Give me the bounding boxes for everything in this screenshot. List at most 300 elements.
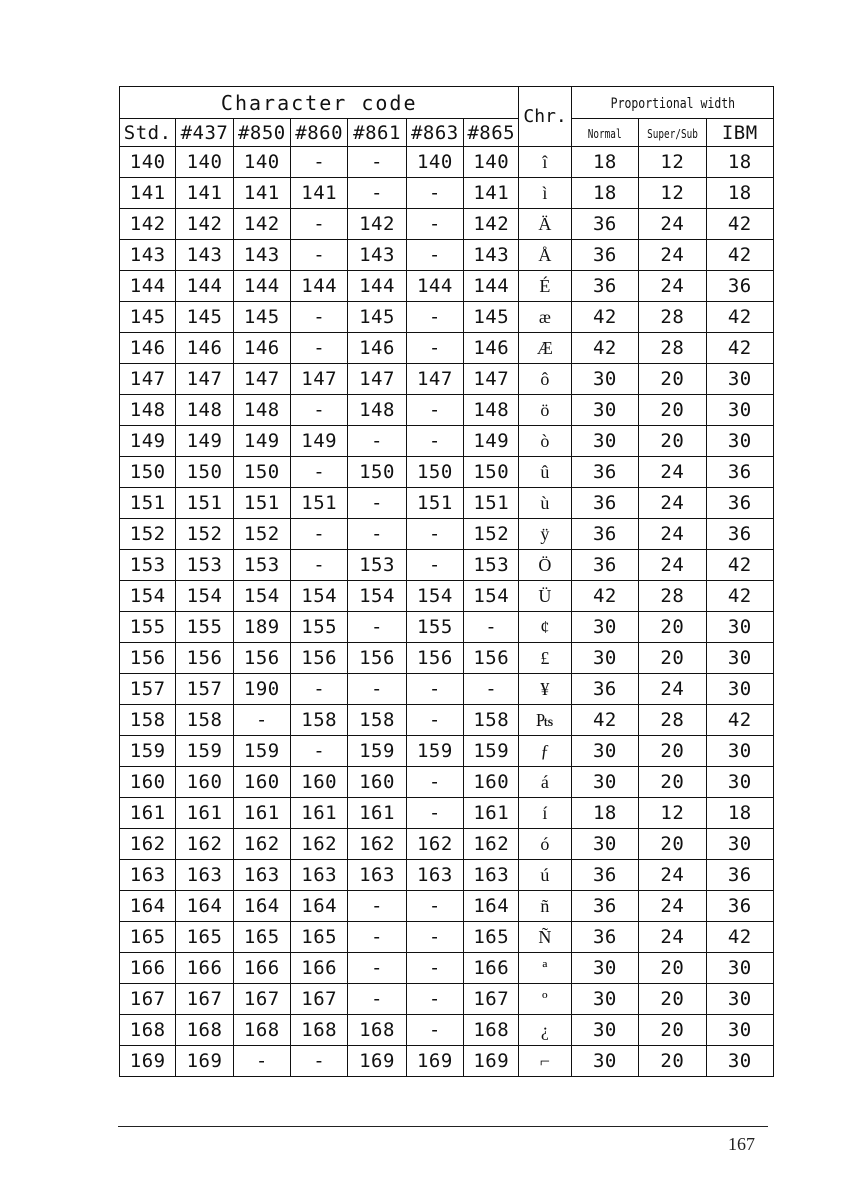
table-cell: 189: [233, 612, 290, 643]
table-cell: -: [464, 612, 519, 643]
table-cell: 163: [176, 860, 233, 891]
table-cell: 158: [120, 705, 176, 736]
table-cell: 141: [291, 178, 348, 209]
table-cell: -: [406, 767, 463, 798]
table-cell: 20: [639, 1015, 706, 1046]
table-cell: 158: [291, 705, 348, 736]
table-cell: 36: [706, 457, 773, 488]
table-cell: 149: [120, 426, 176, 457]
table-cell: 18: [571, 147, 638, 178]
footer-rule: [118, 1126, 768, 1127]
col-header-ibm: IBM: [706, 119, 773, 147]
table-cell: 164: [233, 891, 290, 922]
table-cell: 167: [464, 984, 519, 1015]
table-cell: 152: [176, 519, 233, 550]
table-cell: 146: [176, 333, 233, 364]
table-cell: 169: [120, 1046, 176, 1077]
table-cell: 42: [706, 240, 773, 271]
table-cell: 149: [464, 426, 519, 457]
character-cell: ₧: [519, 705, 571, 736]
table-cell: 151: [464, 488, 519, 519]
character-cell: æ: [519, 302, 571, 333]
table-cell: 166: [233, 953, 290, 984]
table-cell: 166: [464, 953, 519, 984]
table-cell: 36: [571, 674, 638, 705]
table-row: [120, 922, 774, 953]
table-cell: -: [291, 550, 348, 581]
table-cell: 159: [406, 736, 463, 767]
table-cell: 30: [706, 612, 773, 643]
table-cell: 142: [176, 209, 233, 240]
table-cell: -: [348, 426, 406, 457]
table-cell: 160: [291, 767, 348, 798]
character-cell: û: [519, 457, 571, 488]
table-cell: 146: [464, 333, 519, 364]
table-cell: 36: [571, 209, 638, 240]
table-cell: 166: [176, 953, 233, 984]
table-cell: 164: [291, 891, 348, 922]
table-cell: 20: [639, 426, 706, 457]
table-cell: -: [291, 240, 348, 271]
table-cell: 42: [571, 333, 638, 364]
table-cell: 144: [233, 271, 290, 302]
table-cell: 140: [176, 147, 233, 178]
table-cell: -: [291, 209, 348, 240]
table-cell: -: [348, 147, 406, 178]
table-cell: 141: [120, 178, 176, 209]
table-cell: 169: [464, 1046, 519, 1077]
table-row: [120, 271, 774, 302]
table-cell: 154: [233, 581, 290, 612]
table-cell: -: [348, 178, 406, 209]
table-cell: -: [348, 674, 406, 705]
table-cell: -: [406, 333, 463, 364]
table-cell: 161: [348, 798, 406, 829]
character-cell: í: [519, 798, 571, 829]
table-cell: 190: [233, 674, 290, 705]
col-header-865: #865: [464, 119, 519, 147]
table-cell: 24: [639, 891, 706, 922]
table-cell: 42: [706, 209, 773, 240]
table-cell: 144: [464, 271, 519, 302]
table-cell: 147: [464, 364, 519, 395]
table-cell: 150: [464, 457, 519, 488]
table-cell: -: [406, 178, 463, 209]
table-cell: 152: [464, 519, 519, 550]
character-cell: ò: [519, 426, 571, 457]
character-code-header: Character code: [120, 87, 519, 119]
table-cell: -: [406, 1015, 463, 1046]
table-cell: 42: [706, 581, 773, 612]
table-cell: 12: [639, 178, 706, 209]
table-cell: 165: [464, 922, 519, 953]
table-cell: 153: [176, 550, 233, 581]
table-cell: 140: [464, 147, 519, 178]
table-cell: 30: [706, 953, 773, 984]
table-cell: 167: [233, 984, 290, 1015]
table-cell: -: [406, 519, 463, 550]
table-row: [120, 581, 774, 612]
table-cell: 42: [706, 922, 773, 953]
table-cell: 168: [348, 1015, 406, 1046]
table-cell: 149: [291, 426, 348, 457]
table-cell: -: [406, 426, 463, 457]
table-cell: 169: [176, 1046, 233, 1077]
table-cell: -: [406, 922, 463, 953]
table-cell: 165: [120, 922, 176, 953]
table-cell: 18: [706, 798, 773, 829]
table-cell: 30: [571, 395, 638, 426]
table-cell: 143: [233, 240, 290, 271]
table-cell: 36: [571, 922, 638, 953]
table-cell: 146: [120, 333, 176, 364]
table-cell: 30: [571, 984, 638, 1015]
table-row: [120, 953, 774, 984]
table-cell: 162: [406, 829, 463, 860]
character-cell: ÿ: [519, 519, 571, 550]
table-cell: 158: [176, 705, 233, 736]
table-cell: 30: [706, 829, 773, 860]
character-cell: ⌐: [519, 1046, 571, 1077]
table-cell: 145: [120, 302, 176, 333]
table-cell: 30: [571, 767, 638, 798]
table-cell: -: [291, 457, 348, 488]
table-row: [120, 829, 774, 860]
table-row: [120, 240, 774, 271]
table-cell: -: [233, 1046, 290, 1077]
table-cell: 148: [120, 395, 176, 426]
table-cell: 147: [291, 364, 348, 395]
table-cell: 24: [639, 519, 706, 550]
table-cell: 155: [176, 612, 233, 643]
character-cell: £: [519, 643, 571, 674]
character-cell: ö: [519, 395, 571, 426]
character-cell: á: [519, 767, 571, 798]
table-cell: -: [291, 674, 348, 705]
table-cell: 163: [348, 860, 406, 891]
table-cell: 163: [233, 860, 290, 891]
table-cell: 163: [291, 860, 348, 891]
table-cell: 143: [120, 240, 176, 271]
table-cell: -: [291, 519, 348, 550]
table-cell: -: [464, 674, 519, 705]
table-cell: 146: [348, 333, 406, 364]
table-row: [120, 426, 774, 457]
table-cell: 162: [120, 829, 176, 860]
table-cell: 159: [348, 736, 406, 767]
table-cell: 150: [348, 457, 406, 488]
table-cell: 30: [706, 984, 773, 1015]
table-cell: 20: [639, 612, 706, 643]
col-header-860: #860: [291, 119, 348, 147]
table-cell: -: [291, 1046, 348, 1077]
table-cell: 158: [464, 705, 519, 736]
table-cell: 24: [639, 271, 706, 302]
table-cell: 141: [176, 178, 233, 209]
table-cell: -: [406, 984, 463, 1015]
table-cell: 30: [706, 767, 773, 798]
table-cell: -: [348, 922, 406, 953]
character-cell: î: [519, 147, 571, 178]
table-cell: 150: [176, 457, 233, 488]
col-header-437: #437: [176, 119, 233, 147]
character-cell: Ö: [519, 550, 571, 581]
table-cell: 164: [120, 891, 176, 922]
table-cell: 155: [406, 612, 463, 643]
table-cell: 30: [706, 643, 773, 674]
table-cell: 30: [571, 643, 638, 674]
col-header-863: #863: [406, 119, 463, 147]
table-cell: 156: [348, 643, 406, 674]
table-cell: 160: [233, 767, 290, 798]
table-cell: 156: [291, 643, 348, 674]
table-cell: 146: [233, 333, 290, 364]
character-cell: ñ: [519, 891, 571, 922]
table-cell: 147: [406, 364, 463, 395]
table-cell: 151: [233, 488, 290, 519]
table-cell: -: [406, 395, 463, 426]
table-cell: 154: [120, 581, 176, 612]
table-cell: 145: [233, 302, 290, 333]
col-header-super-sub: Super/Sub: [639, 119, 706, 147]
table-row: [120, 1015, 774, 1046]
table-cell: 150: [120, 457, 176, 488]
table-row: [120, 364, 774, 395]
table-cell: 152: [120, 519, 176, 550]
table-cell: 168: [291, 1015, 348, 1046]
table-cell: 158: [348, 705, 406, 736]
table-cell: 12: [639, 798, 706, 829]
table-cell: 148: [176, 395, 233, 426]
table-cell: -: [348, 488, 406, 519]
table-cell: 144: [120, 271, 176, 302]
character-cell: ù: [519, 488, 571, 519]
table-cell: 145: [348, 302, 406, 333]
table-cell: 147: [120, 364, 176, 395]
table-cell: 30: [706, 674, 773, 705]
table-cell: 153: [348, 550, 406, 581]
table-cell: 168: [233, 1015, 290, 1046]
table-cell: 144: [348, 271, 406, 302]
col-header-normal: Normal: [571, 119, 638, 147]
table-cell: 28: [639, 581, 706, 612]
character-cell: Ü: [519, 581, 571, 612]
table-cell: -: [348, 984, 406, 1015]
character-cell: Å: [519, 240, 571, 271]
table-cell: -: [406, 891, 463, 922]
table-cell: -: [291, 333, 348, 364]
table-cell: -: [406, 705, 463, 736]
table-cell: -: [291, 395, 348, 426]
table-cell: 42: [571, 302, 638, 333]
table-cell: 36: [706, 891, 773, 922]
table-cell: 18: [706, 147, 773, 178]
table-cell: 162: [233, 829, 290, 860]
col-header-861: #861: [348, 119, 406, 147]
table-cell: 36: [706, 271, 773, 302]
table-cell: 140: [406, 147, 463, 178]
table-cell: 152: [233, 519, 290, 550]
table-row: [120, 674, 774, 705]
table-cell: 168: [176, 1015, 233, 1046]
table-cell: 169: [406, 1046, 463, 1077]
table-cell: 167: [176, 984, 233, 1015]
table-cell: 42: [571, 705, 638, 736]
table-cell: 159: [120, 736, 176, 767]
table-cell: 166: [120, 953, 176, 984]
table-cell: 141: [233, 178, 290, 209]
table-row: [120, 519, 774, 550]
table-cell: 42: [706, 550, 773, 581]
table-cell: 160: [176, 767, 233, 798]
table-cell: -: [233, 705, 290, 736]
table-cell: 150: [406, 457, 463, 488]
table-cell: 30: [706, 426, 773, 457]
table-cell: 159: [176, 736, 233, 767]
table-cell: 20: [639, 1046, 706, 1077]
table-cell: 24: [639, 922, 706, 953]
table-cell: 18: [571, 798, 638, 829]
table-cell: 148: [464, 395, 519, 426]
chr-header: Chr.: [519, 87, 571, 147]
table-cell: 20: [639, 767, 706, 798]
table-cell: 162: [176, 829, 233, 860]
table-row: [120, 457, 774, 488]
table-cell: 156: [120, 643, 176, 674]
table-cell: 166: [291, 953, 348, 984]
table-cell: 153: [120, 550, 176, 581]
table-cell: 28: [639, 302, 706, 333]
table-cell: 30: [571, 1015, 638, 1046]
table-cell: 140: [233, 147, 290, 178]
character-code-table: [119, 86, 774, 1077]
table-cell: 36: [571, 550, 638, 581]
character-cell: Ñ: [519, 922, 571, 953]
table-cell: 24: [639, 457, 706, 488]
table-cell: 30: [706, 395, 773, 426]
table-cell: 30: [706, 736, 773, 767]
table-cell: 20: [639, 953, 706, 984]
table-cell: 160: [120, 767, 176, 798]
table-cell: 36: [706, 488, 773, 519]
table-cell: 143: [176, 240, 233, 271]
table-cell: 20: [639, 984, 706, 1015]
table-cell: 36: [571, 457, 638, 488]
table-cell: 42: [706, 705, 773, 736]
table-cell: 28: [639, 333, 706, 364]
table-cell: 143: [348, 240, 406, 271]
table-cell: 143: [464, 240, 519, 271]
table-cell: 163: [406, 860, 463, 891]
table-row: [120, 550, 774, 581]
table-cell: 154: [406, 581, 463, 612]
table-cell: 42: [706, 302, 773, 333]
character-cell: ú: [519, 860, 571, 891]
table-cell: 36: [571, 519, 638, 550]
character-cell: ª: [519, 953, 571, 984]
table-cell: 160: [348, 767, 406, 798]
table-cell: 142: [464, 209, 519, 240]
table-cell: 165: [291, 922, 348, 953]
character-cell: ì: [519, 178, 571, 209]
table-cell: 148: [233, 395, 290, 426]
character-cell: Æ: [519, 333, 571, 364]
table-cell: 24: [639, 550, 706, 581]
table-cell: 164: [176, 891, 233, 922]
table-cell: -: [406, 302, 463, 333]
table-cell: 28: [639, 705, 706, 736]
table-cell: 149: [233, 426, 290, 457]
table-cell: 164: [464, 891, 519, 922]
table-cell: 159: [464, 736, 519, 767]
table-cell: 30: [571, 1046, 638, 1077]
table-cell: -: [348, 953, 406, 984]
table-cell: 142: [348, 209, 406, 240]
table-cell: 18: [571, 178, 638, 209]
table-cell: 42: [706, 333, 773, 364]
character-cell: ¥: [519, 674, 571, 705]
table-cell: 148: [348, 395, 406, 426]
table-cell: 141: [464, 178, 519, 209]
table-cell: 30: [706, 1046, 773, 1077]
table-cell: -: [291, 147, 348, 178]
table-cell: 30: [571, 736, 638, 767]
table-cell: 30: [571, 953, 638, 984]
table-row: [120, 1046, 774, 1077]
table-cell: 157: [176, 674, 233, 705]
table-row: [120, 891, 774, 922]
table-row: [120, 302, 774, 333]
table-row: [120, 767, 774, 798]
table-cell: 36: [571, 891, 638, 922]
table-cell: 153: [233, 550, 290, 581]
table-cell: 144: [291, 271, 348, 302]
table-cell: 30: [706, 1015, 773, 1046]
table-cell: 147: [176, 364, 233, 395]
table-cell: 155: [120, 612, 176, 643]
table-cell: -: [348, 519, 406, 550]
table-row: [120, 147, 774, 178]
table-cell: 150: [233, 457, 290, 488]
table-cell: -: [406, 953, 463, 984]
table-cell: 24: [639, 488, 706, 519]
table-cell: 20: [639, 736, 706, 767]
table-cell: -: [406, 798, 463, 829]
table-cell: 168: [464, 1015, 519, 1046]
character-cell: ƒ: [519, 736, 571, 767]
table-cell: 36: [571, 860, 638, 891]
table-cell: -: [291, 302, 348, 333]
table-cell: 20: [639, 395, 706, 426]
table-cell: 154: [464, 581, 519, 612]
table-cell: 162: [348, 829, 406, 860]
table-cell: 140: [120, 147, 176, 178]
table-cell: -: [406, 674, 463, 705]
table-row: [120, 643, 774, 674]
table-cell: 161: [120, 798, 176, 829]
character-cell: É: [519, 271, 571, 302]
table-cell: 156: [464, 643, 519, 674]
table-cell: 151: [120, 488, 176, 519]
table-cell: 20: [639, 643, 706, 674]
table-cell: -: [348, 891, 406, 922]
table-cell: 30: [571, 612, 638, 643]
table-row: [120, 333, 774, 364]
table-cell: 20: [639, 364, 706, 395]
character-cell: º: [519, 984, 571, 1015]
table-cell: 149: [176, 426, 233, 457]
table-cell: 142: [233, 209, 290, 240]
